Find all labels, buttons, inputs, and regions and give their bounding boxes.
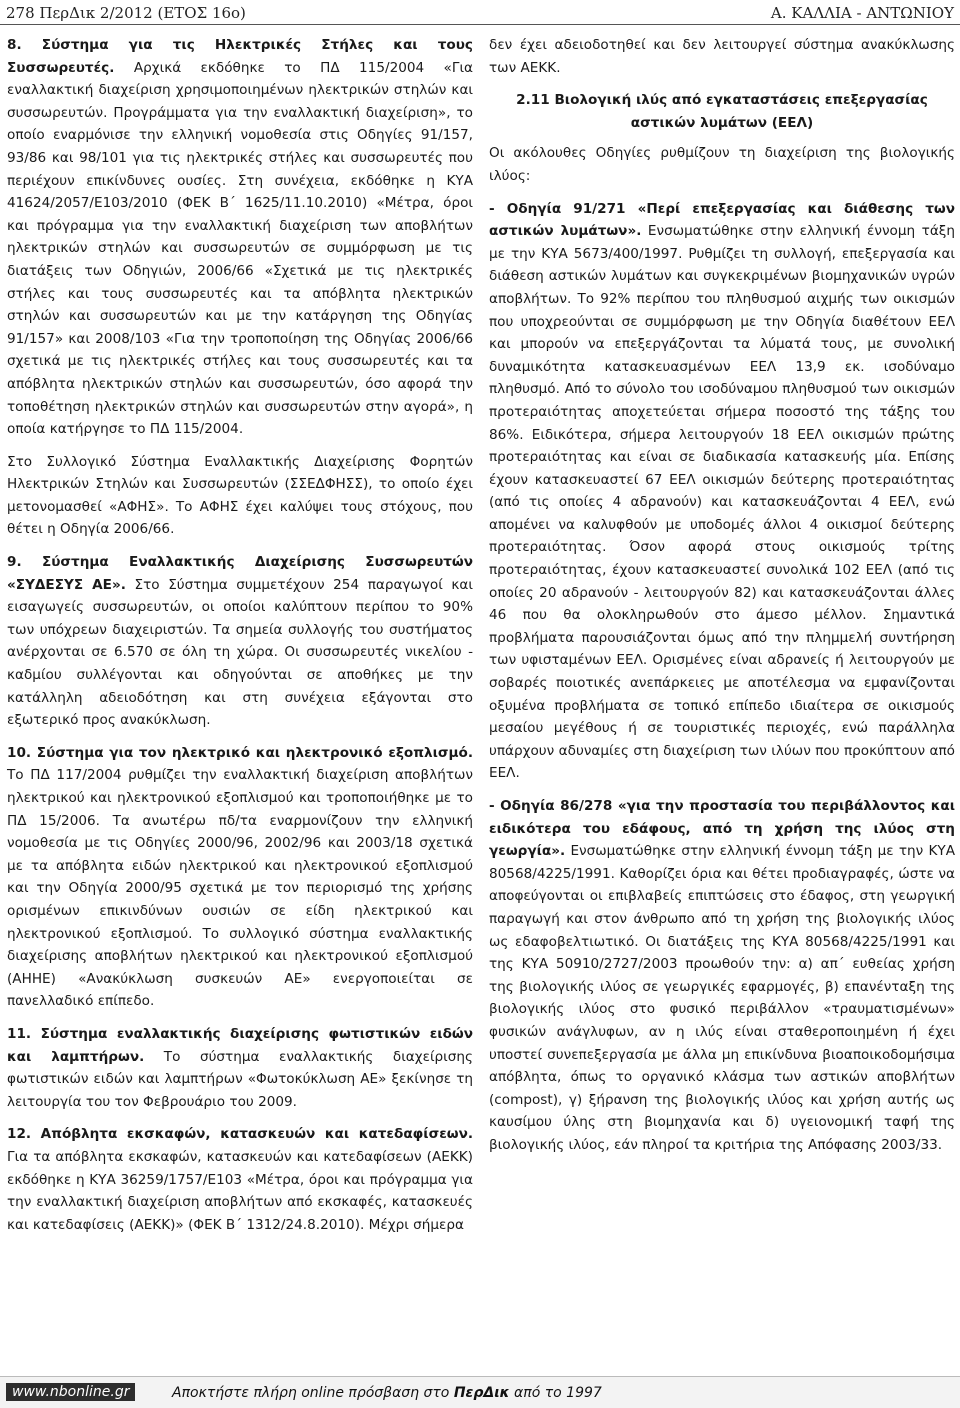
section-11-title: 11. Σύστημα εναλλακτικής διαχείρισης φωτιστικών ειδών και λαμπτήρων. (7, 1025, 473, 1065)
section-8-body: Αρχικά εκδόθηκε το ΠΔ 115/2004 «Για εναλλακτική διαχείριση χρησιμοποιημένων ηλεκτρικών στηλών και συσσωρευτών. Προγράμματα για την εναλλακτική διαχείριση», το οποίο εναρμόνισε την ελληνική νομοθεσία στις Οδηγίες 91/157, 93/86 και 98/101 για τις ηλεκτρικές στήλες και συσσωρευτές που περιέχουν επικίνδυνες ουσίες. Στη συνέχεια, εκδόθηκε η ΚΥΑ 41624/2057/Ε103/2010 (ΦΕΚ Β΄ 1625/11.10.2010) «Μέτρα, όροι και πρόγραμμα για την εναλλακτική διαχείριση των αποβλήτων ηλεκτρικών στηλών και συσσωρευτών σε συμμόρφωση με τις διατάξεις των Οδηγιών, 2006/66 «Σχετικά με τις ηλεκτρικές στήλες και τους συσσωρευτές και τα απόβλητα ηλεκτρικών στηλών και συσσωρευτών και με την κατάργηση της Οδηγίας 91/157» και 2008/103 «Για την τροποποίηση της Οδηγίας 2006/66 σχετικά με τις ηλεκτρικές στήλες και τους συσσωρευτές και τα απόβλητα ηλεκτρικών στηλών και συσσωρευτών, όσο αφορά την τοποθέτηση ηλεκτρικών στηλών και συσσωρευτών στην αγορά», η οποία κατήργησε το ΠΔ 115/2004. (7, 59, 474, 438)
page-number-journal: 278 ΠερΔικ 2/2012 (ΕΤΟΣ 16ο) (6, 4, 246, 22)
section-2-11-intro: Οι ακόλουθες Οδηγίες ρυθμίζουν τη διαχείριση της βιολογικής ιλύος: (489, 145, 955, 184)
section-9-title: 9. Σύστημα Εναλλακτικής Διαχείρισης Συσσωρευτών «ΣΥΔΕΣΥΣ ΑΕ». (7, 554, 473, 593)
continued-text: δεν έχει αδειοδοτηθεί και δεν λειτουργεί σύστημα ανακύκλωσης των ΑΕΚΚ. (489, 37, 955, 76)
directive-86-278 (489, 795, 955, 1157)
section-9 (7, 551, 473, 732)
page-header (0, 0, 960, 30)
author-name: Α. ΚΑΛΛΙΑ - ΑΝΤΩΝΙΟΥ (770, 4, 954, 22)
footer-promo (172, 1385, 602, 1401)
directive-91-271-title: - Οδηγία 91/271 «Περί επεξεργασίας και διάθεσης των αστικών λυμάτων». (489, 200, 955, 240)
footer-promo-brand: ΠερΔικ (453, 1385, 510, 1401)
section-12-body: Για τα απόβλητα εκσκαφών, κατασκευών και κατεδαφίσεων (ΑΕΚΚ) εκδόθηκε η ΚΥΑ 36259/1757/Ε103 «Μέτρα, όροι και πρόγραμμα για την εναλλακτική διαχείριση αποβλήτων από εκσκαφές, κατασκευές και κατεδαφίσεις (ΑΕΚΚ)» (ΦΕΚ Β΄ 1312/24.8.2010). Μέχρι σήμερα (7, 1148, 473, 1233)
section-8-title: 8. Σύστημα για τις Ηλεκτρικές Στήλες και τους Συσσωρευτές. (7, 37, 473, 76)
section-12-title: 12. Απόβλητα εκσκαφών, κατασκευών και κατεδαφίσεων. (7, 1126, 473, 1143)
section-2-11-title: 2.11 Βιολογική ιλύς από εγκαταστάσεις επεξεργασίας αστικών λυμάτων (ΕΕΛ) (516, 92, 928, 131)
section-10-title: 10. Σύστημα για τον ηλεκτρικό και ηλεκτρονικό εξοπλισμό. (7, 744, 473, 761)
directive-86-278-title: - Οδηγία 86/278 «για την προστασία του περιβάλλοντος και ειδικότερα του εδάφους, από τη χρήση της ιλύος στη γεωργία». (489, 798, 955, 860)
section-10-body: Το ΠΔ 117/2004 ρυθμίζει την εναλλακτική διαχείριση αποβλήτων ηλεκτρικού και ηλεκτρονικού εξοπλισμού και τροποποιήθηκε με το ΠΔ 15/2006. Τα ανωτέρω πδ/τα εναρμονίζουν την ελληνική νομοθεσία με τις Οδηγίες 2000/96, 2002/96 και 2003/18 σχετικά με τα απόβλητα ειδών ηλεκτρικού και ηλεκτρονικού εξοπλισμού και την Οδηγία 2000/95 σχετικά με τον περιορισμό της χρήσης ορισμένων επικινδύνων ουσιών σε είδη ηλεκτρικού και ηλεκτρονικού εξοπλισμού. Το συλλογικό σύστημα εναλλακτικής διαχείρισης αποβλήτων ηλεκτρικού και ηλεκτρονικού εξοπλισμού (ΑΗΗΕ) «Ανακύκλωση συσκευών ΑΕ» ενεργοποιείται σε πανελλαδικό επίπεδο. (7, 767, 473, 1010)
website-link[interactable]: www.nbonline.gr (6, 1383, 135, 1401)
section-8-paragraph-2: Στο Συλλογικό Σύστημα Εναλλακτικής Διαχείρισης Φορητών Ηλεκτρικών Στηλών και Συσσωρευτών (ΣΣΕΔΦΗΣΣ), το οποίο έχει μετονομασθεί «ΑΦΗΣ». Το ΑΦΗΣ έχει καλύψει τους στόχους, που θέτει η Οδηγία 2006/66. (7, 453, 473, 538)
left-column (7, 34, 473, 1246)
footer-promo-before: Αποκτήστε πλήρη online πρόσβαση στο (172, 1385, 454, 1401)
directive-86-278-body: Ενσωματώθηκε στην ελληνική έννομη τάξη με την ΚΥΑ 80568/4225/1991. Καθορίζει όρια και θέτει προδιαγραφές, ώστε να αποφεύγονται οι επιβλαβείς επιπτώσεις στο έδαφος, στη γεωργική παραγωγή και στον άνθρωπο από τη χρήση της βιολογικής ιλύος ως εδαφοβελτιωτικό. Οι διατάξεις της ΚΥΑ 80568/4225/1991 και της ΚΥΑ 50910/2727/2003 προωθούν την: α) απ΄ ευθείας χρήση της βιολογικής ιλύος σε γεωργικές εφαρμογές, β) επανένταξη της βιολογικής ιλύος στο φυσικό περιβάλλον «τραυματισμένων» φυσικών ανάγλυφων, αν η ιλύς είναι σταθεροποιημένη ή έχει υποστεί συνεπεξεργασία με άλλα μη επικίνδυνα βιοαποικοδομήσιμα απόβλητα, όπως το οργανικό κλάσμα των αστικών αποβλήτων (compost), γ) ξήρανση της βιολογικής ιλύος και χρήση αυτής ως καυσίμου ύλης στη βιομηχανία και δ) υγειονομική ταφή της βιολογικής ιλύος, εάν πληροί τα κριτήρια της Απόφασης 2003/33. (489, 843, 955, 1153)
directive-91-271 (489, 198, 955, 785)
page-footer (0, 1376, 960, 1408)
section-9-body: Στο Σύστημα συμμετέχουν 254 παραγωγοί και εισαγωγείς συσσωρευτών, οι οποίοι καλύπτουν περίπου το 90% των υπόχρεων διαχειριστών. Τα σημεία συλλογής του συστήματος ανέρχονται σε 6.570 σε όλη τη χώρα. Οι συσσωρευτές νικελίου - καδμίου συλλέγονται και οδηγούνται σε αποθήκες με την κατάλληλη αδειοδότηση και στη συνέχεια εξάγονται στο εξωτερικό προς ανακύκλωση. (7, 576, 473, 729)
section-12 (7, 1123, 473, 1236)
footer-promo-after: από το 1997 (509, 1385, 602, 1401)
section-11-body: Το σύστημα εναλλακτικής διαχείρισης φωτιστικών ειδών και λαμπτήρων «Φωτοκύκλωση ΑΕ» ξεκίνησε τη λειτουργία του τον Φεβρουάριο του 2009. (7, 1048, 473, 1110)
section-10 (7, 742, 473, 1013)
directive-91-271-body: Ενσωματώθηκε στην ελληνική έννομη τάξη με την ΚΥΑ 5673/400/1997. Ρυθμίζει τη συλλογή, επεξεργασία και διάθεση αστικών λυμάτων και συγκεκριμένων βιομηχανικών υγρών αποβλήτων. Το 92% περίπου του πληθυσμού αιχμής των οικισμών που υποχρεούνται σε συμμόρφωση με την Οδηγία διαθέτουν ΕΕΛ και μπορούν να επεξεργάζονται τα λύματά τους, με συνολική δυναμικότητα κατασκευασμένων ΕΕΛ 13,9 εκ. ισοδύναμο πληθυσμό. Από το σύνολο του ισοδύναμου πληθυσμού των οικισμών προτεραιότητας αποχετεύεται σήμερα ποσοστό της τάξης του 86%. Ειδικότερα, σήμερα λειτουργούν 18 ΕΕΛ οικισμών πρώτης προτεραιότητας και είναι σε διαδικασία κατασκευής μία. Επίσης έχουν κατασκευαστεί 67 ΕΕΛ οικισμών δεύτερης προτεραιότητας (από τις οποίες 4 αδρανούν) και κατασκευάζονται 4 ΕΕΛ, ενώ απομένει να καλυφθούν με υποδομές άλλοι 4 οικισμοί δεύτερης προτεραιότητας. Όσον αφορά στους οικισμούς τρίτης προτεραιότητας, έχουν κατασκευαστεί συνολικά 102 ΕΕΛ (από τις οποίες 20 αδρανούν - λειτουργούν 82) και κατασκευάζονται άλλες 46 που θα ολοκληρωθούν στο άμεσο μέλλον. Σημαντικά προβλήματα παρουσιάζονται όμως από την πλημμελή συντήρηση των υφισταμένων ΕΕΛ. Ορισμένες είναι αδρανείς ή λειτουργούν με σοβαρές ποιοτικές ανεπάρκειες με αποτέλεσμα να εμφανίζονται οξυμένα προβλήματα σε τοπικό επίπεδο ιδιαίτερα σε οικισμούς μεσαίου μεγέθους ή σε τουριστικές περιοχές, ενώ παράλληλα υπάρχουν αδυναμίες στη διαχείριση των ιλύων που προκύπτουν από ΕΕΛ. (489, 223, 955, 782)
section-11 (7, 1023, 473, 1113)
right-column (489, 34, 955, 1167)
header-rule (0, 24, 960, 25)
section-8 (7, 34, 473, 441)
